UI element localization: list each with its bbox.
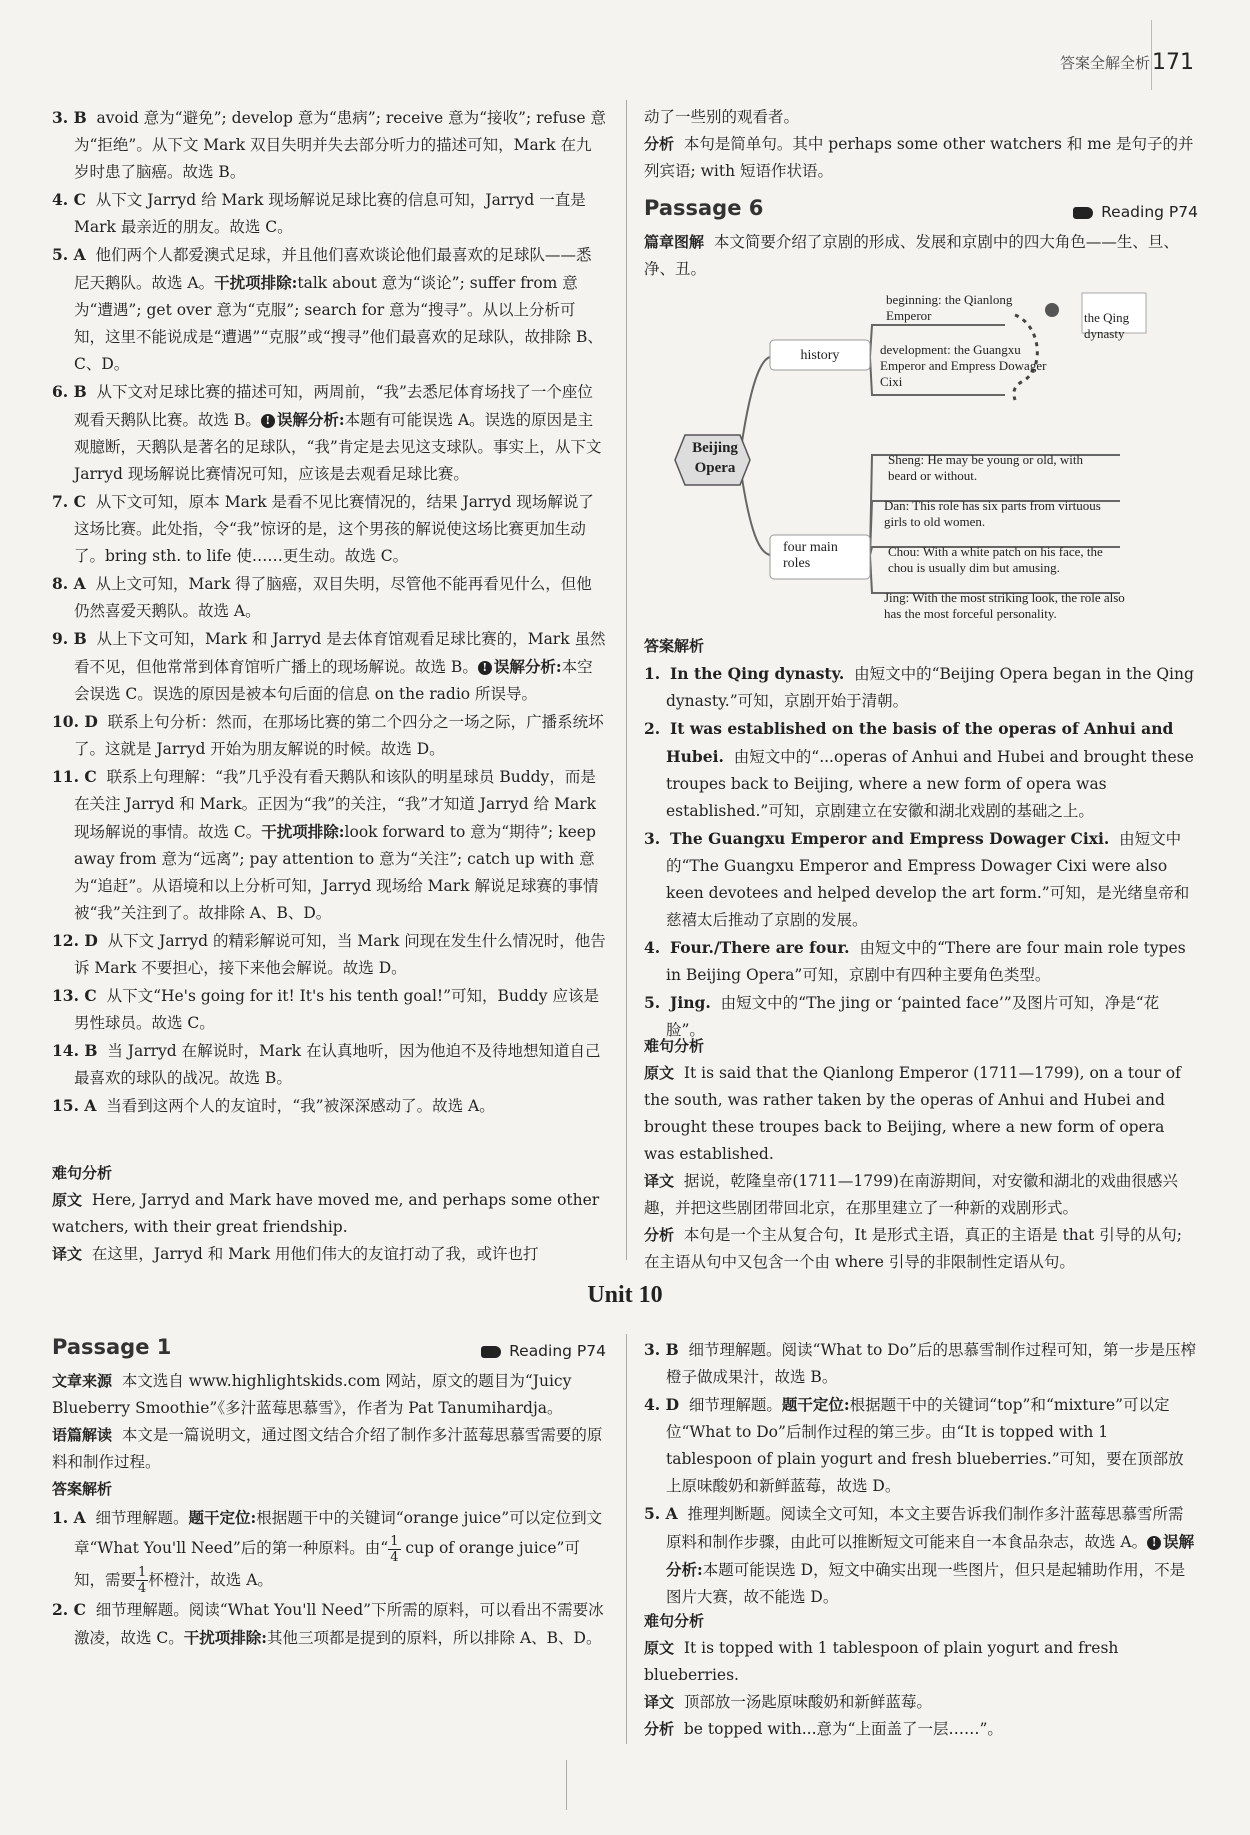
answer-phrase: It was established on the basis of the operas of Anhui and Hubei. (666, 719, 1174, 766)
continued-text: 动了一些别的观看者。 (644, 108, 800, 126)
answer-text: 从下文可知，原本 Mark 是看不见比赛情况的，结果 Jarryd 现场解说了这场比赛。此处指，令“我”惊讶的是，这个男孩的解说使这场比赛更加生动了。bring sth. to life 使……更生动。故选 C。 (74, 493, 594, 565)
translation-text: 在这里，Jarryd 和 Mark 用他们伟大的友谊打动了我，或许也打 (91, 1245, 539, 1263)
answer-text: 从下文 Jarryd 的精彩解说可知，当 Mark 问现在发生什么情况时，他告诉 Mark 不要担心，接下来他会解说。故选 D。 (74, 932, 606, 977)
mindmap-qing: the Qing dynasty (1084, 310, 1130, 341)
answer-text: 细节理解题。阅读“What to Do”后的思慕雪制作过程可知，第一步是压榨橙子做成果汁，故选 B。 (666, 1341, 1196, 1386)
label-source: 文章来源 (52, 1372, 113, 1390)
answer-highlight: 干扰项排除: (261, 822, 345, 841)
label-tujie: 篇章图解 (644, 233, 705, 251)
answer-text: 根据题干中的关键词“orange juice”可以定位到文章“What You'll Need”后的第一种原料。由“ (74, 1509, 603, 1557)
label-fenxi: 分析 (644, 1226, 675, 1244)
answer-item (644, 1336, 1198, 1391)
translation-text: 据说，乾隆皇帝(1711—1799)在南游期间，对安徽和湖北的戏曲很感兴趣，并把这些剧团带回北京，在那里建立了一种新的戏剧形式。 (644, 1172, 1178, 1217)
passage-6-title: Passage 6 (644, 196, 764, 220)
answer-key: 11. C (52, 767, 97, 786)
source-text: 本文选自 www.highlightskids.com 网站，原文的题目为“Juicy Blueberry Smoothie”《多汁蓝莓思慕雪》，作者为 Pat Tanumihardja。 (52, 1372, 572, 1417)
answer-highlight: 误解分析: (666, 1532, 1195, 1579)
answer-key: 4. (644, 938, 661, 957)
reading-ref (1073, 199, 1198, 226)
answer-key: 1. A (52, 1508, 86, 1527)
answer-phrase: Four./There are four. (670, 938, 850, 957)
page-number: 171 (1152, 50, 1194, 75)
answer-highlight: 误解分析: (276, 410, 345, 429)
answer-highlight: 误解分析: (493, 657, 562, 676)
reading-ref-label: Reading P74 (509, 1342, 606, 1360)
answer-text: 由短文中的“...operas of Anhui and Hubei and brought these troupes back to Beijing, where a new form of opera was established.”可知，京剧建立在安徽和湖北戏剧的基础之上。 (666, 748, 1194, 820)
section-heading: 难句分析 (52, 1164, 113, 1182)
header-title: 答案全解全析 (1059, 54, 1150, 72)
answer-key: 3. B (644, 1340, 679, 1359)
answer-key: 7. C (52, 492, 86, 511)
label-yiwen: 译文 (644, 1172, 675, 1190)
mindmap-center: Beijing Opera (692, 440, 738, 476)
answer-text: 根据题干中的关键词“top”和“mixture”可以定位“What to Do”后制作过程的第三步。由“It is topped with 1 tablespoon of plain yogurt and fresh blueberries.”可知，要在顶部放上原味酸奶和新鲜蓝莓，故选 D。 (666, 1396, 1184, 1495)
answer-item (52, 186, 606, 241)
fraction-one-quarter: $\frac{1}{4}$ (390, 1533, 399, 1565)
answer-key: 12. D (52, 931, 98, 950)
answer-item (52, 241, 606, 378)
mindmap-beginning: beginning: the Qianlong Emperor (886, 292, 1013, 323)
answer-text: 由短文中的“Beijing Opera began in the Qing dynasty.”可知，京剧开始于清朝。 (666, 665, 1194, 710)
answer-highlight: 干扰项排除: (214, 273, 298, 292)
answer-key: 5. A (644, 1504, 678, 1523)
translation-text: 顶部放一汤匙原味酸奶和新鲜蓝莓。 (683, 1693, 932, 1711)
label-yiwen: 译文 (644, 1693, 675, 1711)
right-answers (644, 633, 1198, 1044)
answer-key: 15. A (52, 1096, 97, 1115)
analysis-text: be topped with...意为“上面盖了一层……”。 (683, 1720, 1003, 1738)
reading-ref-label: Reading P74 (1101, 203, 1198, 221)
reading-ref (481, 1338, 606, 1365)
section-heading: 难句分析 (644, 1612, 705, 1630)
answer-item (644, 1500, 1198, 1611)
answer-item (52, 763, 606, 927)
answer-key: 3. B (52, 108, 87, 127)
answer-text: 联系上句分析：然而，在那场比赛的第二个四分之一场之际，广播系统坏了。这就是 Jarryd 开始为朋友解说的时候。故选 D。 (74, 713, 604, 758)
answer-text: 从上文可知，Mark 得了脑癌，双目失明，尽管他不能再看见什么，但他仍然喜爱天鹅队。故选 A。 (74, 575, 592, 620)
passage-1-difficult-sentence (644, 1608, 1198, 1743)
answer-key: 2. (644, 719, 661, 738)
answer-text: avoid 意为“避免”; develop 意为“患病”; receive 意为“接收”; refuse 意为“拒绝”。从下文 Mark 双目失明并失去部分听力的描述可知，Mark 在九岁时患了脑癌。故选 B。 (74, 109, 606, 181)
answer-item (52, 488, 606, 570)
pointing-hand-icon (1073, 207, 1093, 219)
answer-text: 其他三项都是提到的原料，所以排除 A、B、D。 (267, 1629, 602, 1647)
answer-item (52, 1503, 606, 1596)
answer-key: 4. D (644, 1395, 680, 1414)
answer-text: 本题有可能误选 A。误选的原因是主观臆断，天鹅队是著名的足球队，“我”肯定是去见这支球队。事实上，从下文 Jarryd 现场解说比赛情况可知，应该是去观看足球比赛。 (74, 411, 602, 483)
passage-1-title: Passage 1 (52, 1335, 172, 1359)
answer-text: look forward to 意为“期待”; keep away from 意为“远离”; pay attention to 意为“关注”; catch up with 意为“追赶”。从语境和以上分析可知，Jarryd 现场给 Mark 解说足球赛的事情被“我”关注到了。故排除 A、B、D。 (74, 823, 599, 922)
mindmap-roles: four main roles (783, 540, 838, 571)
answer-item (52, 625, 606, 708)
fraction-one-quarter: $\frac{1}{4}$ (138, 1565, 147, 1596)
label-yiwen: 译文 (52, 1245, 83, 1263)
label-fenxi: 分析 (644, 135, 675, 153)
analysis-text: 本句是简单句。其中 perhaps some other watchers 和 me 是句子的并列宾语; with 短语作状语。 (644, 135, 1194, 180)
mindmap-development: development: the Guangxu Emperor and Empress Dowager Cixi (880, 342, 1047, 389)
diagram-intro: 本文简要介绍了京剧的形成、发展和京剧中的四大角色——生、旦、净、丑。 (644, 233, 1179, 278)
answer-phrase: The Guangxu Emperor and Empress Dowager Cixi. (670, 829, 1110, 848)
label-fenxi: 分析 (644, 1720, 675, 1738)
passage-1-left (52, 1334, 606, 1652)
answer-item (52, 378, 606, 488)
answer-text: 由短文中的“The jing or ‘painted face’”及图片可知，净是“花脸”。 (666, 994, 1160, 1039)
answer-key: 10. D (52, 712, 98, 731)
original-text: It is topped with 1 tablespoon of plain yogurt and fresh blueberries. (644, 1639, 1119, 1684)
warning-icon: ! (261, 414, 275, 428)
answer-text: 细节理解题。 (688, 1396, 782, 1414)
answer-item (52, 570, 606, 625)
passage-1-right (644, 1336, 1198, 1611)
answer-highlight: 题干定位: (781, 1395, 850, 1414)
answer-text: 本空会误选 C。误选的原因是被本句后面的信息 on the radio 所误导。 (74, 658, 593, 703)
answer-key: 6. B (52, 382, 87, 401)
section-heading: 难句分析 (644, 1037, 705, 1055)
answer-text: 从下文“He's going for it! It's his tenth goal!”可知，Buddy 应该是男性球员。故选 C。 (74, 987, 599, 1032)
right-column-top (644, 104, 1198, 283)
answer-text: 从上下文可知，Mark 和 Jarryd 是去体育馆观看足球比赛的，Mark 虽然看不见，但他常常到体育馆听广播上的现场解说。故选 B。 (74, 630, 606, 676)
answer-item (644, 715, 1198, 825)
answer-key: 3. (644, 829, 661, 848)
answer-text: 他们两个人都爱澳式足球，并且他们喜欢谈论他们最喜欢的足球队——悉尼天鹅队。故选 A。 (74, 246, 592, 292)
answer-highlight: 题干定位: (188, 1508, 257, 1527)
right-difficult-sentence (644, 1033, 1198, 1276)
analysis-text: 本句是一个主从复合句，It 是形式主语，真正的主语是 that 引导的从句; 在主语从句中又包含一个由 where 引导的非限制性定语从句。 (644, 1226, 1182, 1271)
column-divider-top (626, 100, 627, 1260)
answer-text: 从下文对足球比赛的描述可知，两周前，“我”去悉尼体育场找了一个座位观看天鹅队比赛。故选 B。 (74, 383, 593, 429)
label-jiedu: 语篇解读 (52, 1426, 113, 1444)
bottom-rule (566, 1760, 567, 1810)
answer-key: 8. A (52, 574, 86, 593)
answer-key: 1. (644, 664, 661, 683)
answer-type: 细节理解题。 (95, 1509, 189, 1527)
answer-item (644, 1391, 1198, 1500)
answer-item (644, 825, 1198, 934)
answer-phrase: Jing. (670, 993, 711, 1012)
answer-key: 5. (644, 993, 661, 1012)
answer-item (52, 927, 606, 982)
answer-key: 2. C (52, 1600, 86, 1619)
answer-key: 14. B (52, 1041, 98, 1060)
answer-item (52, 708, 606, 763)
answer-text: 从下文 Jarryd 给 Mark 现场解说足球比赛的信息可知，Jarryd 一直是 Mark 最亲近的朋友。故选 C。 (74, 191, 586, 236)
answer-item (52, 104, 606, 186)
section-heading: 答案解析 (644, 637, 705, 655)
unit-title: Unit 10 (587, 1282, 663, 1308)
answer-text: 细节理解题。阅读“What You'll Need”下所需的原料，可以看出不需要冰激凌，故选 C。 (74, 1601, 604, 1647)
answer-text: 推理判断题。阅读全文可知，本文主要告诉我们制作多汁蓝莓思慕雪所需原料和制作步骤，由此可以推断短文可能来自一本食品杂志，故选 A。 (666, 1505, 1184, 1551)
answer-text: 由短文中的“There are four main role types in Beijing Opera”可知，京剧中有四种主要角色类型。 (666, 939, 1186, 984)
column-divider-bottom (626, 1334, 627, 1744)
left-column-top (52, 104, 606, 1120)
answer-key: 9. B (52, 629, 87, 648)
answer-text: 当看到这两个人的友谊时，“我”被深深感动了。故选 A。 (106, 1097, 495, 1115)
section-heading: 答案解析 (52, 1480, 113, 1498)
mindmap-history: history (800, 348, 840, 363)
answer-item (52, 1037, 606, 1092)
answer-phrase: In the Qing dynasty. (670, 664, 845, 683)
mindmap-sheng: Sheng: He may be young or old, with beard or without. (888, 452, 1083, 483)
answer-item (52, 1596, 606, 1652)
summary-text: 本文是一篇说明文，通过图文结合介绍了制作多汁蓝莓思慕雪需要的原料和制作过程。 (52, 1426, 603, 1471)
answer-text: 联系上句理解：“我”几乎没有看天鹅队和该队的明星球员 Buddy，而是在关注 Jarryd 和 Mark。正因为“我”的关注，“我”才知道 Jarryd 给 Mark 现场解说的事情。故选 C。 (74, 768, 596, 841)
mindmap-jing: Jing: With the most striking look, the role also has the most forceful personality. (884, 590, 1125, 621)
answer-key: 13. C (52, 986, 97, 1005)
warning-icon: ! (1147, 1536, 1161, 1550)
answer-item (644, 660, 1198, 715)
answer-text: 当 Jarryd 在解说时，Mark 在认真地听，因为他迫不及待地想知道自己最喜欢的球队的战况。故选 B。 (74, 1042, 601, 1087)
answer-text: 由短文中的“The Guangxu Emperor and Empress Dowager Cixi were also keen devotees and helped develop the art form.”可知，是光绪皇帝和慈禧太后推动了京剧的发展。 (666, 830, 1190, 929)
pointing-hand-icon (481, 1346, 501, 1358)
answer-item (52, 982, 606, 1037)
original-text: It is said that the Qianlong Emperor (1711—1799), on a tour of the south, was rather taken by the operas of Anhui and Hubei and brought these troupes back to Beijing, where a new form of opera was established. (644, 1064, 1181, 1163)
answer-highlight: 干扰项排除: (183, 1628, 268, 1647)
warning-icon: ! (478, 661, 492, 675)
label-yuanwen: 原文 (644, 1639, 675, 1657)
answer-key: 4. C (52, 190, 86, 209)
original-text: Here, Jarryd and Mark have moved me, and perhaps some other watchers, with their great friendship. (52, 1191, 600, 1236)
answer-text: cup of orange juice”可知，需要 (74, 1539, 580, 1589)
left-difficult-sentence (52, 1160, 606, 1268)
mindmap-dan: Dan: This role has six parts from virtuous girls to old women. (884, 498, 1101, 529)
answer-text: 杯橙汁，故选 A。 (148, 1570, 273, 1589)
answer-item (52, 1092, 606, 1120)
label-yuanwen: 原文 (644, 1064, 675, 1082)
mindmap-chou: Chou: With a white patch on his face, the chou is usually dim but amusing. (888, 544, 1103, 575)
label-yuanwen: 原文 (52, 1191, 83, 1209)
answer-item (644, 934, 1198, 989)
answer-key: 5. A (52, 245, 86, 264)
answer-text: 本题可能误选 D，短文中确实出现一些图片，但只是起辅助作用，不是图片大赛，故不能选 D。 (666, 1561, 1186, 1606)
answer-text: talk about 意为“谈论”; suffer from 意为“遭遇”; get over 意为“克服”; search for 意为“搜寻”。从以上分析可知，这里不能说成是“遭遇”“克服”或“搜寻”他们最喜欢的足球队，故排除 B、C、D。 (74, 274, 603, 373)
